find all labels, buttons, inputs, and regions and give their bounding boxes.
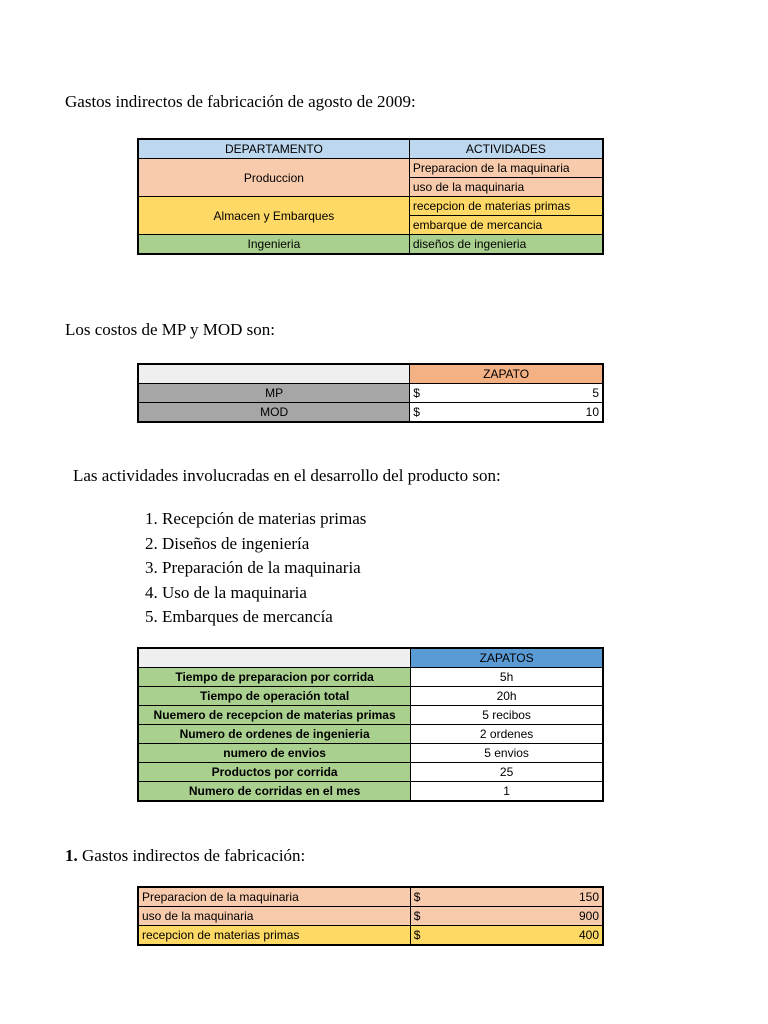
driver-value: 2 ordenes	[411, 725, 603, 744]
driver-value: 25	[411, 763, 603, 782]
gif-label: recepcion de materias primas	[138, 926, 410, 946]
amount: 5	[592, 386, 599, 400]
section-title: Gastos indirectos de fabricación:	[82, 846, 306, 865]
amount: 400	[578, 928, 599, 942]
driver-value: 1	[411, 782, 603, 802]
activities-list	[145, 507, 366, 630]
dept-almacen: Almacen y Embarques	[138, 197, 409, 235]
header-departamento: DEPARTAMENTO	[138, 139, 409, 159]
costs-heading: Los costos de MP y MOD son:	[65, 320, 275, 339]
activity-cell: embarque de mercancia	[409, 216, 603, 235]
list-item: 1. Recepción de materias primas	[145, 509, 367, 528]
list-item: 5. Embarques de mercancía	[145, 607, 333, 626]
driver-label: Numero de ordenes de ingenieria	[138, 725, 411, 744]
driver-value: 5 recibos	[411, 706, 603, 725]
currency-symbol: $	[413, 928, 421, 942]
cost-label-mod: MOD	[138, 403, 410, 423]
driver-label: Tiempo de operación total	[138, 687, 411, 706]
gif-value	[410, 926, 603, 946]
gif-value	[410, 907, 603, 926]
activity-cell: recepcion de materias primas	[409, 197, 603, 216]
cost-table	[137, 363, 604, 423]
gif-label: uso de la maquinaria	[138, 907, 410, 926]
currency-symbol: $	[413, 890, 421, 904]
cost-label-mp: MP	[138, 384, 410, 403]
activity-cell: diseños de ingenieria	[409, 235, 603, 255]
activity-cell: Preparacion de la maquinaria	[409, 159, 603, 178]
amount: 10	[585, 405, 599, 419]
list-item: 4. Uso de la maquinaria	[145, 582, 307, 602]
gif2-heading	[65, 846, 305, 866]
list-item: 2. Diseños de ingeniería	[145, 533, 310, 553]
driver-label: Numero de corridas en el mes	[138, 782, 411, 802]
header-actividades: ACTIVIDADES	[409, 139, 603, 159]
amount: 150	[578, 890, 599, 904]
dept-ingenieria: Ingenieria	[138, 235, 409, 255]
driver-value: 20h	[411, 687, 603, 706]
driver-table	[137, 647, 604, 802]
department-table	[137, 138, 604, 255]
driver-label: numero de envios	[138, 744, 411, 763]
currency-symbol: $	[413, 405, 420, 419]
cost-value-mp	[410, 384, 603, 403]
activities-heading: Las actividades involucradas en el desarrollo del producto son:	[73, 466, 501, 485]
activity-cell: uso de la maquinaria	[409, 178, 603, 197]
cost-table-blank-header	[138, 364, 410, 384]
header-zapatos: ZAPATOS	[411, 648, 603, 668]
driver-label: Tiempo de preparacion por corrida	[138, 668, 411, 687]
driver-label: Nuemero de recepcion de materias primas	[138, 706, 411, 725]
section-number: 1.	[65, 846, 78, 865]
list-item: 3. Preparación de la maquinaria	[145, 558, 361, 577]
driver-label: Productos por corrida	[138, 763, 411, 782]
driver-value: 5 envios	[411, 744, 603, 763]
gif-table	[137, 886, 604, 946]
dept-produccion: Produccion	[138, 159, 409, 197]
header-zapato: ZAPATO	[410, 364, 603, 384]
cost-value-mod	[410, 403, 603, 423]
currency-symbol: $	[413, 909, 421, 923]
amount: 900	[578, 909, 599, 923]
gif-value	[410, 887, 603, 907]
gif-heading: Gastos indirectos de fabricación de agosto de 2009:	[65, 92, 416, 111]
gif-label: Preparacion de la maquinaria	[138, 887, 410, 907]
driver-table-blank-header	[138, 648, 411, 668]
currency-symbol: $	[413, 386, 420, 400]
driver-value: 5h	[411, 668, 603, 687]
